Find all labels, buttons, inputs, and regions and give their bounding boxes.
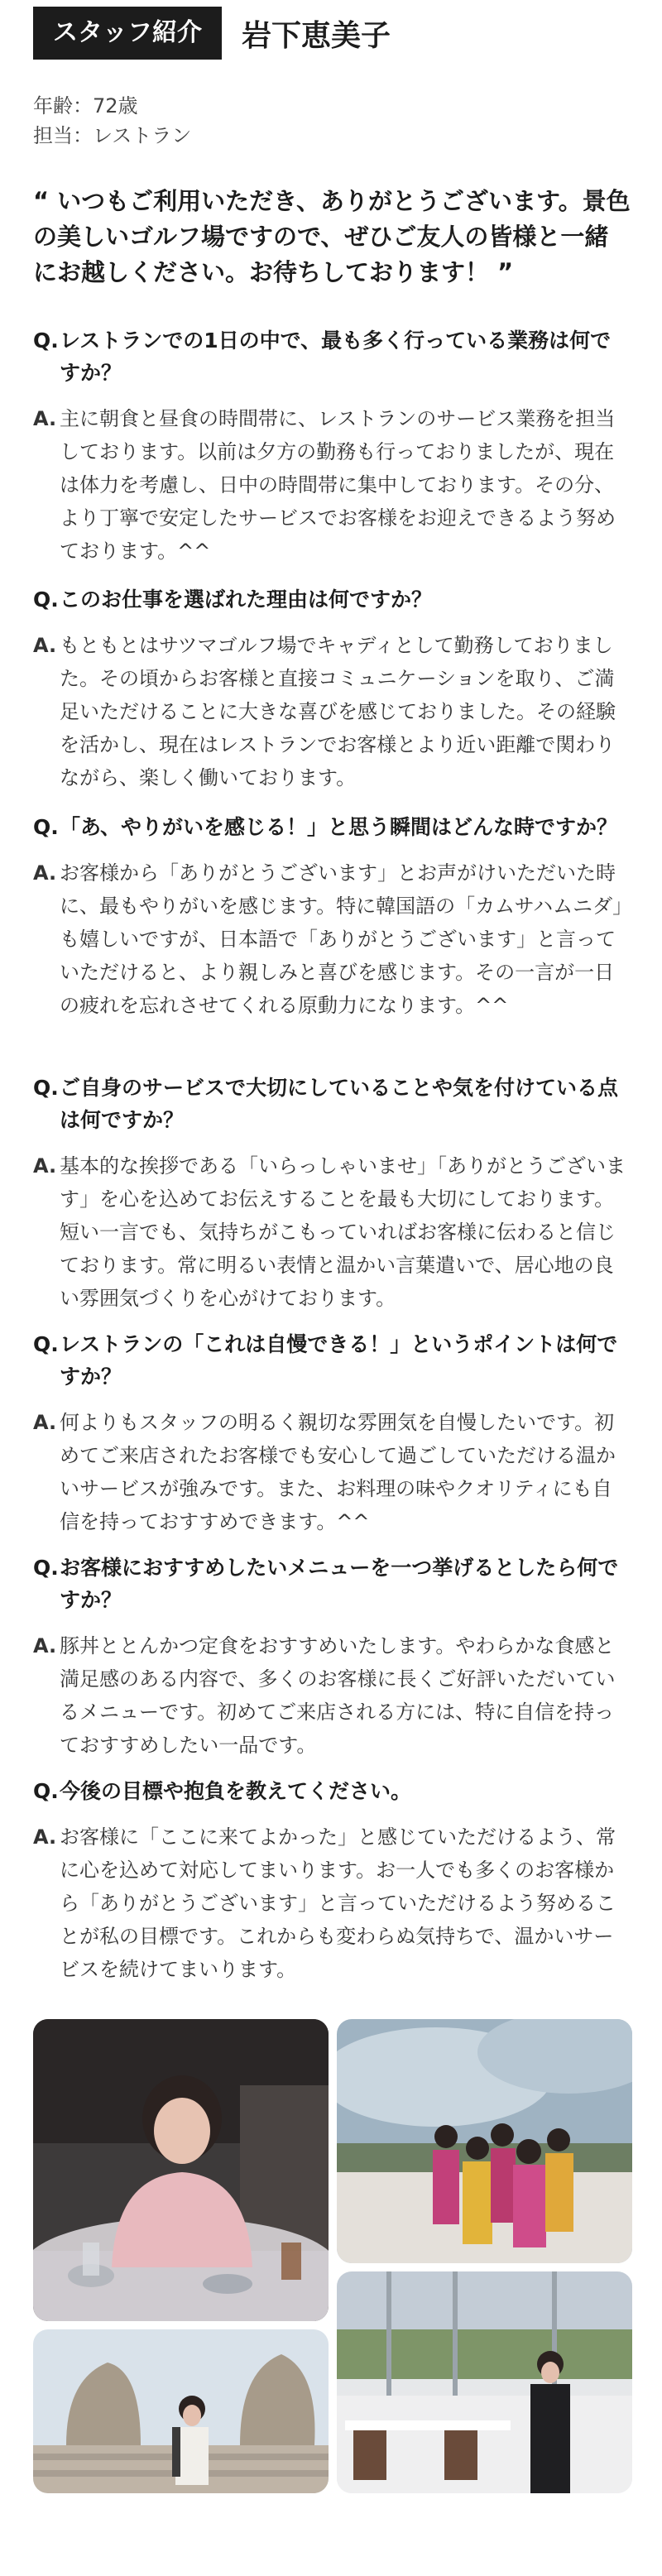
question-text: レストランの「これは自慢できる！」というポイントは何ですか？ [60,1332,618,1389]
question-text: このお仕事を選ばれた理由は何ですか？ [60,588,433,612]
staff-profile-info [33,91,191,151]
question [33,1072,631,1136]
answer [33,402,631,568]
question-text: お客様におすすめしたいメニューを一つ挙げるとしたら何ですか？ [60,1556,619,1612]
portrait-photo-icon [337,2271,632,2493]
question-mark: Q. [33,1556,59,1580]
qa-item [33,1072,631,1315]
qa-item [33,1328,631,1538]
question [33,811,631,843]
photo-lion-statue [33,2329,329,2493]
answer-text: 主に朝食と昼食の時間帯に、レストランのサービス業務を担当しております。以前は夕方の勤務も行っておりましたが、現在は体力を考慮し、日中の時間帯に集中しております。その分、より丁寧で安定したサービスでお客様をお迎えできるよう努めております。^^ [60,407,616,563]
answer-text: 豚丼ととんかつ定食をおすすめいたします。やわらかな食感と満足感のある内容で、多くのお客様に長くご好評いただいているメニューです。初めてご来店される方には、特に自信を持っておすすめしたい一品です。 [60,1634,616,1757]
answer-mark: A. [33,407,57,430]
photo-restaurant-seated [33,2019,329,2321]
question-mark: Q. [33,1779,59,1803]
question [33,1552,631,1616]
answer-text: お客様に「ここに来てよかった」と感じていただけるよう、常に心を込めて対応してまいります。お一人でも多くのお客様から「ありがとうございます」と言っていただけるよう努めることが私の目標です。これからも変わらぬ気持ちで、温かいサービスを続けてまいります。 [60,1825,616,1981]
answer-mark: A. [33,1825,57,1849]
question [33,583,631,616]
question [33,324,631,389]
qa-item [33,1552,631,1762]
answer-mark: A. [33,861,57,885]
question-text: ご自身のサービスで大切にしていることや気を付けている点は何ですか？ [60,1076,619,1132]
answer-mark: A. [33,634,57,657]
answer [33,1629,631,1762]
answer [33,1406,631,1538]
page-header [33,7,391,60]
qa-item [33,324,631,568]
staff-quote: “ いつもご利用いただき、ありがとうございます。景色の美しいゴルフ場ですので、ぜひご友人の皆様と一緒にお越しください。お待ちしております！ ” [33,187,631,286]
staff-name: 岩下恵美子 [242,18,391,53]
answer [33,629,631,794]
qa-item [33,583,631,794]
question-text: 「あ、やりがいを感じる！」と思う瞬間はどんな時ですか？ [60,815,618,839]
answer-mark: A. [33,1154,57,1178]
photo-dining-room-window [337,2271,632,2493]
photo-group-golf-course [337,2019,632,2263]
answer-mark: A. [33,1411,57,1434]
staff-age: 年齢：72歳 [33,94,138,118]
question-mark: Q. [33,815,59,839]
portrait-photo-icon [33,2019,329,2321]
question-mark: Q. [33,588,59,612]
answer-text: もともとはサツマゴルフ場でキャディとして勤務しておりました。その頃からお客様と直接コミュニケーションを取り、ご満足いただけることに大きな喜びを感じておりました。その経験を活かし、現在はレストランでお客様とより近い距離で関わりながら、楽しく働いております。 [60,634,616,789]
answer-text: お客様から「ありがとうございます」とお声がけいただいた時に、最もやりがいを感じます。特に韓国語の「カムサハムニダ」も嬉しいですが、日本語で「ありがとうございます」と言っていただけると、より親しみと喜びを感じます。その一言が一日の疲れを忘れさせてくれる原動力になります。^^ [60,861,623,1017]
question [33,1775,631,1807]
staff-role: 担当：レストラン [33,124,192,147]
question-mark: Q. [33,1332,59,1356]
qa-item [33,1775,631,1986]
question-mark: Q. [33,329,59,353]
answer [33,1149,631,1315]
question [33,1328,631,1393]
portrait-photo-icon [33,2329,329,2493]
group-photo-icon [337,2019,632,2263]
answer [33,856,631,1022]
question-text: 今後の目標や抱負を教えてください。 [60,1779,412,1803]
answer-text: 基本的な挨拶である「いらっしゃいませ」「ありがとうございます」を心を込めてお伝えすることを最も大切にしております。短い一言でも、気持ちがこもっていればお客様に伝わると信じております。常に明るい表情と温かい言葉遣いで、居心地の良い雰囲気づくりを心がけております。 [60,1154,626,1310]
section-badge: スタッフ紹介 [33,7,222,60]
question-text: レストランでの1日の中で、最も多く行っている業務は何ですか？ [60,329,612,385]
qa-item [33,811,631,1022]
question-mark: Q. [33,1076,59,1100]
answer-mark: A. [33,1634,57,1657]
answer [33,1820,631,1986]
answer-text: 何よりもスタッフの明るく親切な雰囲気を自慢したいです。初めてご来店されたお客様でも安心して過ごしていただける温かいサービスが強みです。また、お料理の味やクオリティにも自信を持っておすすめできます。^^ [60,1411,616,1533]
